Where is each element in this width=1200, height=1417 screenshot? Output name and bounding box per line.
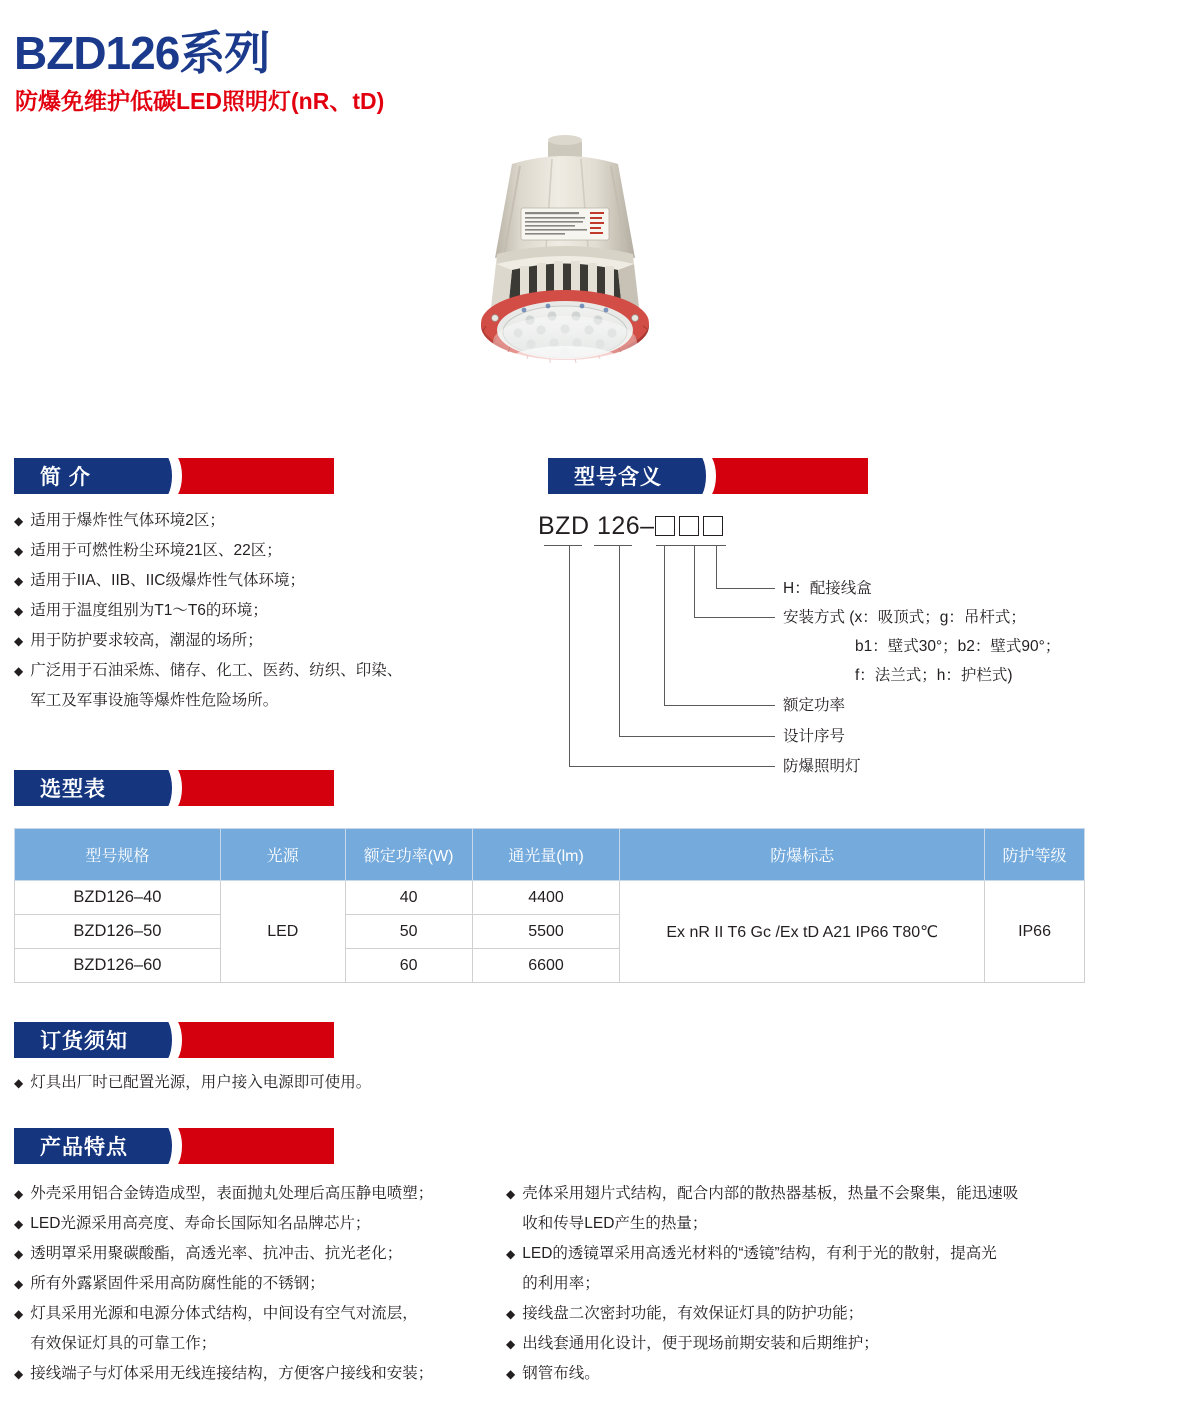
- cell-ex-mark: Ex nR II T6 Gc /Ex tD A21 IP66 T80℃: [620, 881, 985, 983]
- cell-flux: 6600: [472, 949, 620, 983]
- section-title-features: 产品特点: [40, 1136, 128, 1159]
- banner-curve-blue: [146, 1128, 172, 1164]
- list-item-line1: LED的透镜罩采用高透光材料的“透镜”结构，有利于光的散射，提高光: [522, 1245, 997, 1262]
- bullet-icon: ◆: [506, 1187, 516, 1201]
- bullet-icon: ◆: [14, 1247, 24, 1261]
- model-code-box-1: [655, 516, 675, 536]
- lead-lamp: [569, 766, 775, 767]
- banner-curve-blue: [146, 1022, 172, 1058]
- list-item: [506, 1179, 1086, 1239]
- section-banner-selection: [14, 770, 334, 806]
- list-item-label: 外壳采用铝合金铸造成型，表面抛丸处理后高压静电喷塑；: [30, 1185, 434, 1202]
- list-item-label: [522, 1239, 1086, 1299]
- stub-box3: [704, 545, 726, 546]
- list-item: [14, 1209, 494, 1239]
- list-item-line1: 壳体采用翅片式结构，配合内部的散热器基板，热量不会聚集，能迅速吸: [522, 1185, 1019, 1202]
- bullet-icon: ◆: [14, 634, 24, 648]
- list-item-line2: 的利用率；: [522, 1275, 600, 1292]
- list-item: [14, 1269, 494, 1299]
- list-item-label: [30, 1299, 494, 1359]
- legend-explosion-proof-lamp: 防爆照明灯: [783, 758, 861, 775]
- list-item-line1: 灯具采用光源和电源分体式结构，中间设有空气对流层，: [30, 1305, 418, 1322]
- bullet-icon: ◆: [14, 544, 24, 558]
- list-item-label: 接线端子与灯体采用无线连接结构，方便客户接线和安装；: [30, 1365, 434, 1382]
- col-header-model: 型号规格: [15, 829, 221, 881]
- stub-bzd: [544, 545, 582, 546]
- list-item-label: 适用于温度组别为T1～T6的环境；: [30, 602, 268, 619]
- list-item-label: 适用于可燃性粉尘环境21区、22区；: [30, 542, 282, 559]
- banner-bar: [14, 770, 334, 806]
- stub-box1: [656, 545, 682, 546]
- col-header-source: 光源: [220, 829, 345, 881]
- bullet-icon: ◆: [14, 1367, 24, 1381]
- list-item: [14, 1239, 494, 1269]
- selection-table: [14, 828, 1085, 983]
- legend-design-serial: 设计序号: [783, 728, 846, 745]
- banner-bar: [548, 458, 868, 494]
- list-item-label: 用于防护要求较高，潮湿的场所；: [30, 632, 263, 649]
- section-title-ordering: 订货须知: [40, 1030, 128, 1053]
- list-item: [14, 626, 494, 656]
- list-item-label: 出线套通用化设计，便于现场前期安装和后期维护；: [522, 1335, 879, 1352]
- banner-bar: [14, 1022, 334, 1058]
- section-banner-model: [548, 458, 868, 494]
- model-code-string: [538, 512, 727, 541]
- list-item-label: 接线盘二次密封功能，有效保证灯具的防护功能；: [522, 1305, 864, 1322]
- list-item-label: LED光源采用高亮度、寿命长国际知名品牌芯片；: [30, 1215, 371, 1232]
- drop-box3: [716, 545, 717, 588]
- legend-mounting-type-line3: f：法兰式；h：护栏式): [855, 667, 1013, 684]
- list-item: [506, 1329, 1086, 1359]
- list-item-label: 所有外露紧固件采用高防腐性能的不锈钢；: [30, 1275, 325, 1292]
- bullet-icon: ◆: [14, 604, 24, 618]
- bullet-icon: ◆: [14, 574, 24, 588]
- drop-box1: [664, 545, 665, 705]
- cell-power: 60: [345, 949, 472, 983]
- legend-rated-power: 额定功率: [783, 697, 846, 714]
- list-item: [14, 506, 494, 536]
- cell-power: 50: [345, 915, 472, 949]
- list-item: [14, 536, 494, 566]
- col-header-flux: 通光量(lm): [472, 829, 620, 881]
- features-right-list: [506, 1179, 1086, 1389]
- model-code-series: 126–: [596, 512, 655, 540]
- list-item-line2: 军工及军事设施等爆炸性危险场所。: [30, 692, 279, 709]
- stub-126: [594, 545, 632, 546]
- bullet-icon: ◆: [14, 1076, 24, 1090]
- bullet-icon: ◆: [506, 1247, 516, 1261]
- list-item-line1: 广泛用于石油采炼、储存、化工、医药、纺织、印染、: [30, 662, 403, 679]
- list-item-line2: 收和传导LED产生的热量；: [522, 1215, 708, 1232]
- lead-power: [664, 705, 775, 706]
- list-item-label: [522, 1179, 1086, 1239]
- list-item-label: 钢管布线。: [522, 1365, 600, 1382]
- lead-design: [619, 736, 775, 737]
- legend-mounting-type-line2: b1：壁式30°；b2：壁式90°；: [855, 638, 1061, 655]
- list-item-label: [30, 656, 494, 716]
- bullet-icon: ◆: [14, 1187, 24, 1201]
- cell-ip-rating: IP66: [985, 881, 1085, 983]
- list-item: [14, 1179, 494, 1209]
- col-header-ip: 防护等级: [985, 829, 1085, 881]
- page-subtitle: 防爆免维护低碳LED照明灯(nR、tD): [15, 88, 385, 114]
- legend-mounting-type: 安装方式 (x：吸顶式；g：吊杆式；: [783, 609, 1026, 626]
- product-photo: [400, 130, 730, 420]
- col-header-ex-mark: 防爆标志: [620, 829, 985, 881]
- drop-bzd: [569, 545, 570, 766]
- banner-bar: [14, 1128, 334, 1164]
- list-item: [14, 566, 494, 596]
- bullet-icon: ◆: [14, 514, 24, 528]
- banner-curve-blue: [146, 770, 172, 806]
- cell-light-source: LED: [220, 881, 345, 983]
- section-title-model: 型号含义: [574, 466, 662, 489]
- banner-curve-blue: [680, 458, 706, 494]
- list-item-label: 适用于爆炸性气体环境2区；: [30, 512, 225, 529]
- list-item: [14, 1359, 494, 1389]
- model-code-box-2: [679, 516, 699, 536]
- drop-box2: [694, 545, 695, 617]
- bullet-icon: ◆: [14, 1217, 24, 1231]
- ordering-list: [14, 1068, 574, 1098]
- section-banner-features: [14, 1128, 334, 1164]
- bullet-icon: ◆: [14, 1277, 24, 1291]
- product-label: [521, 208, 609, 240]
- lead-h-box: [716, 588, 775, 589]
- banner-bar: [14, 458, 334, 494]
- legend-junction-box: H：配接线盒: [783, 580, 872, 597]
- list-item: [14, 1068, 574, 1098]
- section-banner-ordering: [14, 1022, 334, 1058]
- list-item: [506, 1299, 1086, 1329]
- bullet-icon: ◆: [506, 1367, 516, 1381]
- section-title-selection: 选型表: [40, 778, 106, 801]
- list-item-line2: 有效保证灯具的可靠工作；: [30, 1335, 217, 1352]
- cell-model: BZD126–60: [15, 949, 221, 983]
- banner-curve-blue: [146, 458, 172, 494]
- page-title: BZD126系列: [14, 27, 270, 79]
- list-item-label: 透明罩采用聚碳酸酯，高透光率、抗冲击、抗光老化；: [30, 1245, 403, 1262]
- model-code-prefix: BZD: [538, 512, 590, 540]
- lead-mount: [694, 617, 775, 618]
- section-banner-intro: [14, 458, 334, 494]
- col-header-power: 额定功率(W): [345, 829, 472, 881]
- bullet-icon: ◆: [506, 1307, 516, 1321]
- model-code-box-3: [703, 516, 723, 536]
- list-item-label: 灯具出厂时已配置光源，用户接入电源即可使用。: [30, 1074, 372, 1091]
- section-title-intro: 简 介: [40, 466, 91, 489]
- bullet-icon: ◆: [506, 1337, 516, 1351]
- list-item: [506, 1239, 1086, 1299]
- list-item: [14, 656, 494, 716]
- cell-model: BZD126–50: [15, 915, 221, 949]
- list-item: [506, 1359, 1086, 1389]
- cell-power: 40: [345, 881, 472, 915]
- list-item: [14, 1299, 494, 1359]
- table-header-row: [15, 829, 1085, 881]
- cell-model: BZD126–40: [15, 881, 221, 915]
- stub-box2: [682, 545, 704, 546]
- list-item: [14, 596, 494, 626]
- list-item-label: 适用于IIA、IIB、IIC级爆炸性气体环境；: [30, 572, 305, 589]
- drop-126: [619, 545, 620, 736]
- table-row: [15, 881, 1085, 915]
- intro-list: [14, 506, 494, 716]
- cell-flux: 4400: [472, 881, 620, 915]
- cell-flux: 5500: [472, 915, 620, 949]
- features-left-list: [14, 1179, 494, 1389]
- bullet-icon: ◆: [14, 664, 24, 678]
- bullet-icon: ◆: [14, 1307, 24, 1321]
